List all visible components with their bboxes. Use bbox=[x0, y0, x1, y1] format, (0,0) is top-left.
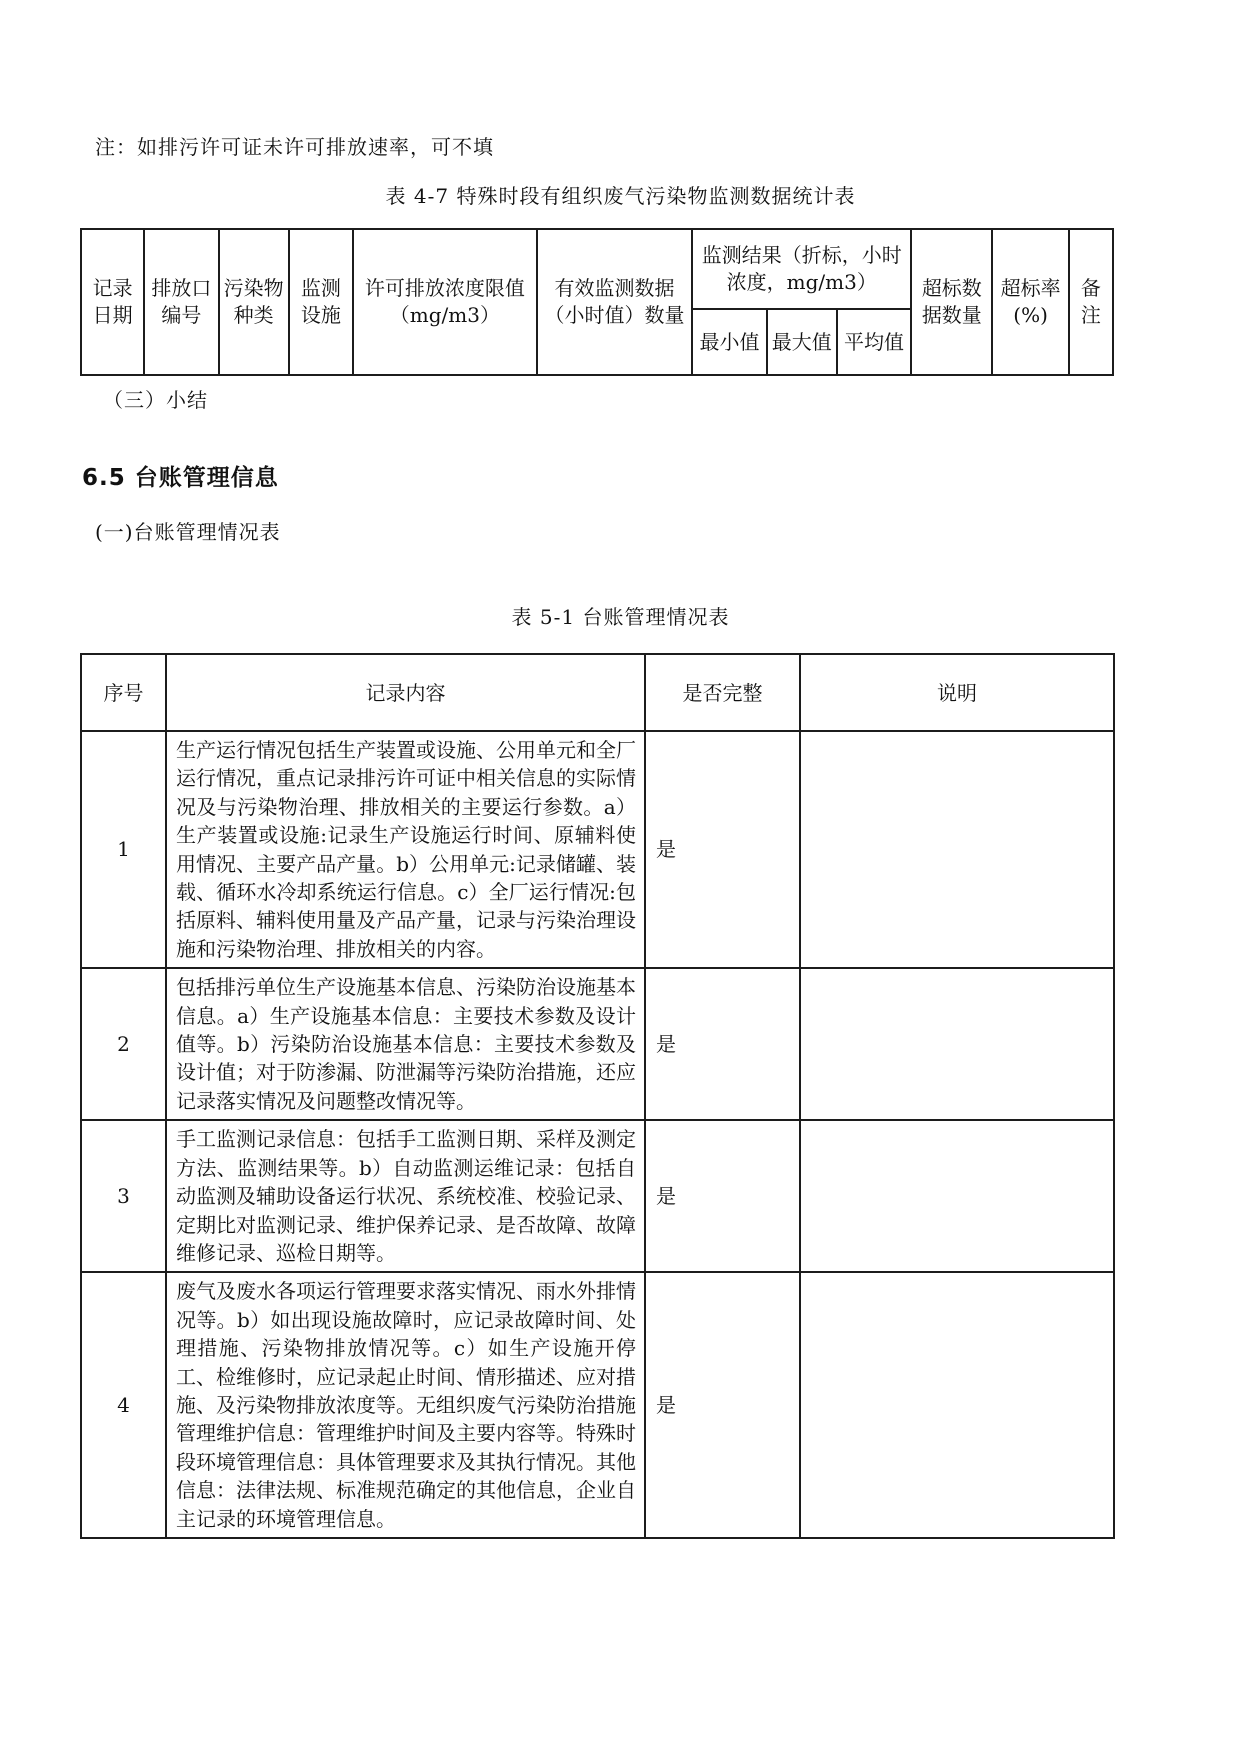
header-note: 说明 bbox=[800, 654, 1114, 731]
table-4-7 bbox=[80, 228, 1114, 376]
header-valid-data-count: 有效监测数据（小时值）数量 bbox=[537, 229, 693, 375]
section-heading-6-5: 6.5 台账管理信息 bbox=[82, 465, 279, 491]
is-complete-cell: 是 bbox=[645, 968, 800, 1120]
header-min-value: 最小值 bbox=[692, 309, 766, 375]
header-pollutant-type: 污染物种类 bbox=[219, 229, 289, 375]
seq-no-cell: 1 bbox=[81, 731, 166, 968]
note-cell bbox=[800, 731, 1114, 968]
table-header-row bbox=[81, 654, 1114, 731]
header-seq-no: 序号 bbox=[81, 654, 166, 731]
header-avg-value: 平均值 bbox=[837, 309, 911, 375]
is-complete-cell: 是 bbox=[645, 1272, 800, 1538]
is-complete-cell: 是 bbox=[645, 731, 800, 968]
seq-no-cell: 2 bbox=[81, 968, 166, 1120]
header-exceed-rate: 超标率(%) bbox=[992, 229, 1068, 375]
seq-no-cell: 3 bbox=[81, 1120, 166, 1272]
summary-label: （三）小结 bbox=[103, 388, 208, 412]
header-remark: 备注 bbox=[1069, 229, 1113, 375]
table-row bbox=[81, 1272, 1114, 1538]
header-record-content: 记录内容 bbox=[166, 654, 645, 731]
header-result-group: 监测结果（折标，小时浓度，mg/m3） bbox=[692, 229, 911, 309]
record-content-cell: 包括排污单位生产设施基本信息、污染防治设施基本信息。a）生产设施基本信息：主要技术参数及设计值等。b）污染防治设施基本信息：主要技术参数及设计值；对于防渗漏、防泄漏等污染防治措施，还应记录落实情况及问题整改情况等。 bbox=[166, 968, 645, 1120]
header-exceed-count: 超标数据数量 bbox=[911, 229, 992, 375]
table-row bbox=[81, 731, 1114, 968]
seq-no-cell: 4 bbox=[81, 1272, 166, 1538]
top-note: 注：如排污许可证未许可排放速率，可不填 bbox=[95, 135, 494, 159]
header-monitor-facility: 监测设施 bbox=[289, 229, 353, 375]
header-record-date: 记录日期 bbox=[81, 229, 144, 375]
note-cell bbox=[800, 968, 1114, 1120]
table-row bbox=[81, 1120, 1114, 1272]
is-complete-cell: 是 bbox=[645, 1120, 800, 1272]
record-content-cell: 生产运行情况包括生产装置或设施、公用单元和全厂运行情况，重点记录排污许可证中相关信息的实际情况及与污染物治理、排放相关的主要运行参数。a）生产装置或设施:记录生产设施运行时间、原辅料使用情况、主要产品产量。b）公用单元:记录储罐、装载、循环水冷却系统运行信息。c）全厂运行情况:包括原料、辅料使用量及产品产量，记录与污染治理设施和污染物治理、排放相关的内容。 bbox=[166, 731, 645, 968]
record-content-cell: 手工监测记录信息：包括手工监测日期、采样及测定方法、监测结果等。b）自动监测运维记录：包括自动监测及辅助设备运行状况、系统校准、校验记录、定期比对监测记录、维护保养记录、是否故障、故障维修记录、巡检日期等。 bbox=[166, 1120, 645, 1272]
record-content-cell: 废气及废水各项运行管理要求落实情况、雨水外排情况等。b）如出现设施故障时，应记录故障时间、处理措施、污染物排放情况等。c）如生产设施开停工、检维修时，应记录起止时间、情形描述、应对措施、及污染物排放浓度等。无组织废气污染防治措施管理维护信息：管理维护时间及主要内容等。特殊时段环境管理信息：具体管理要求及其执行情况。其他信息：法律法规、标准规范确定的其他信息，企业自主记录的环境管理信息。 bbox=[166, 1272, 645, 1538]
sub-label-ledger-table: (一)台账管理情况表 bbox=[95, 520, 281, 544]
header-max-value: 最大值 bbox=[767, 309, 837, 375]
header-permitted-limit: 许可排放浓度限值（mg/m3） bbox=[353, 229, 537, 375]
table-4-7-title: 表 4-7 特殊时段有组织废气污染物监测数据统计表 bbox=[385, 184, 856, 208]
header-outlet-no: 排放口编号 bbox=[144, 229, 218, 375]
table-5-1 bbox=[80, 653, 1115, 1539]
note-cell bbox=[800, 1272, 1114, 1538]
table-5-1-title: 表 5-1 台账管理情况表 bbox=[511, 605, 730, 629]
header-is-complete: 是否完整 bbox=[645, 654, 800, 731]
table-row bbox=[81, 968, 1114, 1120]
note-cell bbox=[800, 1120, 1114, 1272]
